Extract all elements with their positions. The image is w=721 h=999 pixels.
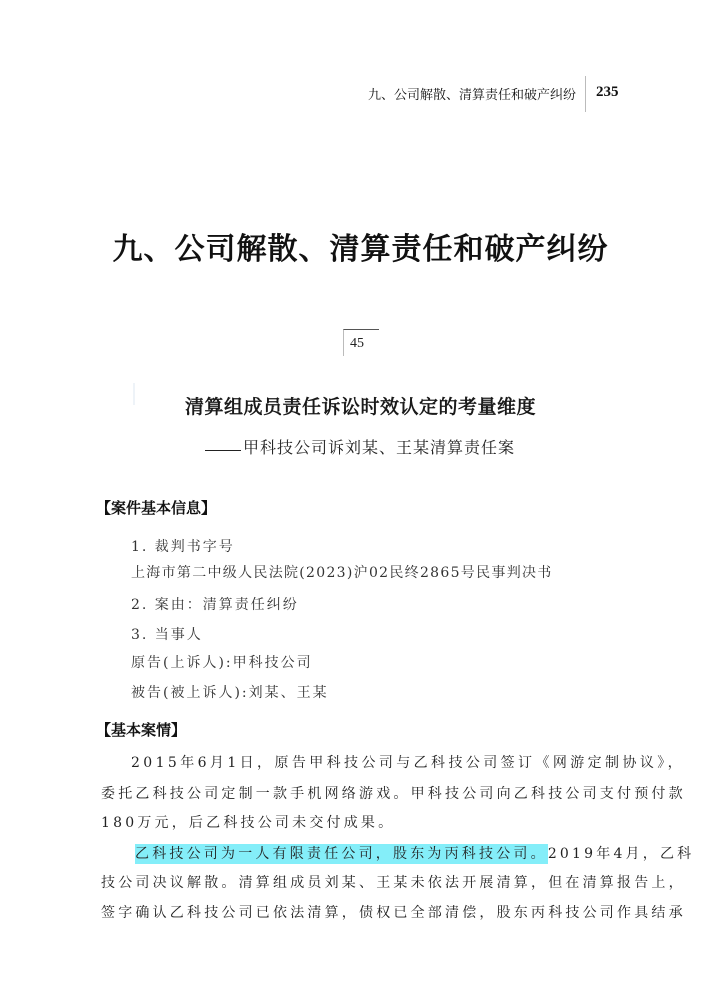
header-divider — [585, 76, 586, 112]
paragraph-text: 2019年4月，乙科 — [547, 846, 695, 862]
paragraph-line: 技公司决议解散。清算组成员刘某、王某未依法开展清算，但在清算报告上， — [101, 875, 686, 891]
info-line: 1. 裁判书字号 — [131, 539, 235, 555]
info-line: 原告(上诉人):甲科技公司 — [131, 655, 313, 671]
paragraph-line: 委托乙科技公司定制一款手机网络游戏。甲科技公司向乙科技公司支付预付款 — [101, 786, 686, 802]
page-number: 235 — [596, 84, 619, 100]
dash-line — [205, 450, 241, 451]
info-line: 2. 案由：清算责任纠纷 — [131, 597, 299, 613]
paragraph-line: 签字确认乙科技公司已依法清算，债权已全部清偿，股东丙科技公司作具结承 — [101, 905, 686, 921]
paragraph-line: 180万元，后乙科技公司未交付成果。 — [101, 815, 396, 831]
case-title: 清算组成员责任诉讼时效认定的考量维度 — [184, 396, 536, 418]
paragraph-line: 2015年6月1日，原告甲科技公司与乙科技公司签订《网游定制协议》， — [131, 755, 686, 771]
case-number: 45 — [350, 336, 364, 351]
case-subtitle-text: 甲科技公司诉刘某、王某清算责任案 — [243, 438, 516, 457]
section-heading-basic-info: 【案件基本信息】 — [96, 499, 217, 517]
paragraph-line — [135, 843, 694, 863]
chapter-title: 九、公司解散、清算责任和破产纠纷 — [112, 232, 609, 267]
highlighted-text: 乙科技公司为一人有限责任公司，股东为丙科技公司。 — [135, 846, 548, 862]
running-header-title: 九、公司解散、清算责任和破产纠纷 — [368, 88, 577, 103]
case-subtitle — [205, 435, 515, 458]
info-line: 3. 当事人 — [131, 627, 203, 643]
info-line: 被告(被上诉人):刘某、王某 — [131, 685, 329, 701]
info-line: 上海市第二中级人民法院(2023)沪02民终2865号民事判决书 — [131, 565, 553, 581]
section-heading-facts: 【基本案情】 — [96, 721, 187, 739]
